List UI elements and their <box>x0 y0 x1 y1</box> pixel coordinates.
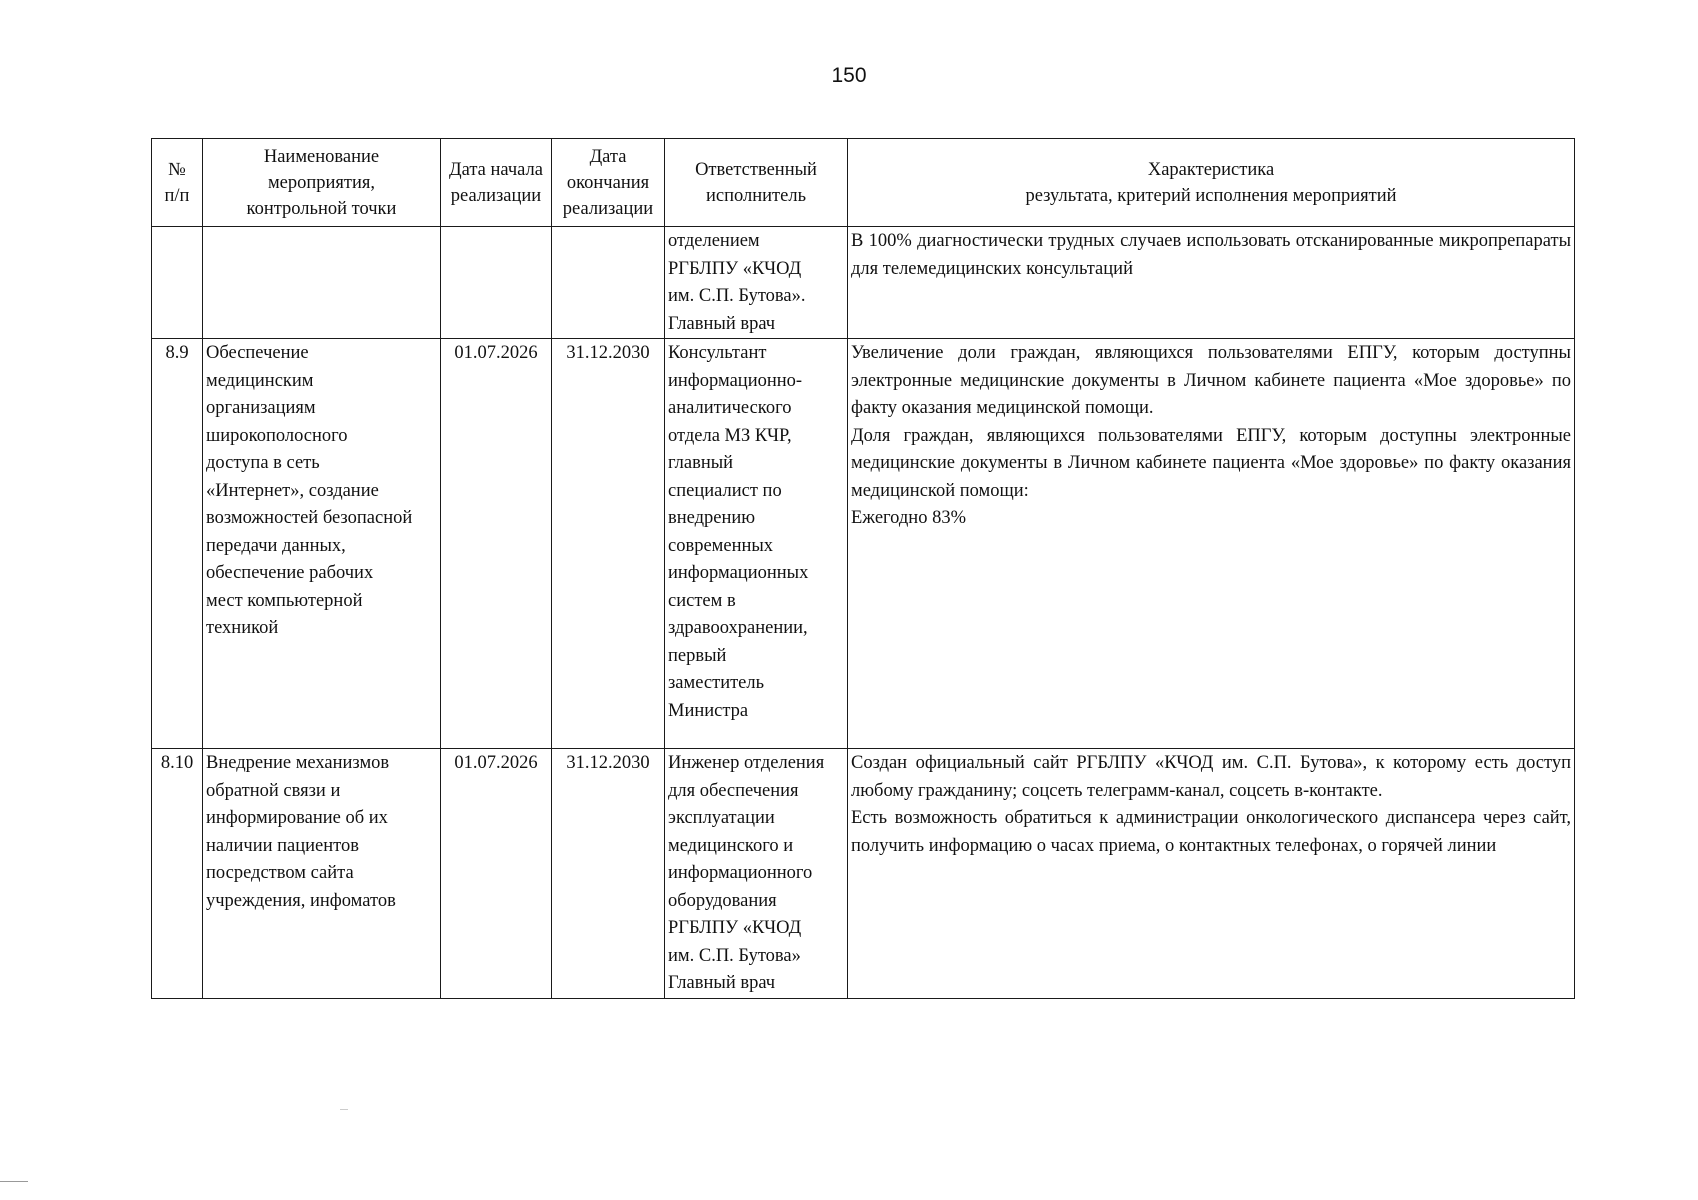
result-paragraph: Доля граждан, являющихся пользователями ЕПГУ, которым доступны электронные медицинские документы в Личном кабинете пациента «Мое здоровье» по факту оказания медицинской помощи: <box>851 425 1571 501</box>
header-num: № п/п <box>152 139 203 227</box>
cell-result <box>848 749 1575 999</box>
table-row <box>152 749 1575 999</box>
cell-responsible: Инженер отделения для обеспечения эксплуатации медицинского и информационного оборудования РГБЛПУ «КЧОД им. С.П. Бутова» Главный врач <box>665 749 848 999</box>
header-name: Наименование мероприятия, контрольной точки <box>203 139 441 227</box>
result-paragraph: В 100% диагностически трудных случаев использовать отсканированные микропрепараты для телемедицинских консультаций <box>851 231 1571 279</box>
cell-end-date <box>552 227 665 339</box>
scan-artifact <box>340 1109 348 1110</box>
header-end-date: Дата окончания реализации <box>552 139 665 227</box>
cell-start-date <box>441 227 552 339</box>
cell-num <box>152 227 203 339</box>
cell-name <box>203 227 441 339</box>
cell-responsible: Консультант информационно- аналитического отдела МЗ КЧР, главный специалист по внедрению современных информационных систем в здравоохранении, первый заместитель Министра <box>665 339 848 749</box>
result-paragraph: Ежегодно 83% <box>851 508 966 528</box>
cell-num: 8.10 <box>152 749 203 999</box>
cell-num: 8.9 <box>152 339 203 749</box>
cell-result <box>848 339 1575 749</box>
cell-name: Обеспечение медицинским организациям широкополосного доступа в сеть «Интернет», создание возможностей безопасной передачи данных, обеспечение рабочих мест компьютерной техникой <box>203 339 441 749</box>
measures-table <box>151 138 1575 999</box>
header-result: Характеристика результата, критерий исполнения мероприятий <box>848 139 1575 227</box>
cell-start-date: 01.07.2026 <box>441 339 552 749</box>
result-paragraph: Есть возможность обратиться к администрации онкологического диспансера через сайт, получить информацию о часах приема, о контактных телефонах, о горячей линии <box>851 808 1571 856</box>
result-paragraph: Увеличение доли граждан, являющихся пользователями ЕПГУ, которым доступны электронные медицинские документы в Личном кабинете пациента «Мое здоровье» по факту оказания медицинской помощи. <box>851 343 1571 418</box>
table-row <box>152 339 1575 749</box>
page-number: 150 <box>831 64 867 87</box>
header-start-date: Дата начала реализации <box>441 139 552 227</box>
header-responsible: Ответственный исполнитель <box>665 139 848 227</box>
cell-end-date: 31.12.2030 <box>552 749 665 999</box>
cell-start-date: 01.07.2026 <box>441 749 552 999</box>
cell-end-date: 31.12.2030 <box>552 339 665 749</box>
scan-artifact <box>0 1181 28 1182</box>
table-header-row <box>152 139 1575 227</box>
cell-responsible: отделением РГБЛПУ «КЧОД им. С.П. Бутова». Главный врач <box>665 227 848 339</box>
cell-name: Внедрение механизмов обратной связи и информирование об их наличии пациентов посредством сайта учреждения, инфоматов <box>203 749 441 999</box>
cell-result <box>848 227 1575 339</box>
result-paragraph: Создан официальный сайт РГБЛПУ «КЧОД им. С.П. Бутова», к которому есть доступ любому гражданину; соцсеть телеграмм-канал, соцсеть в-контакте. <box>851 753 1571 801</box>
table-row <box>152 227 1575 339</box>
